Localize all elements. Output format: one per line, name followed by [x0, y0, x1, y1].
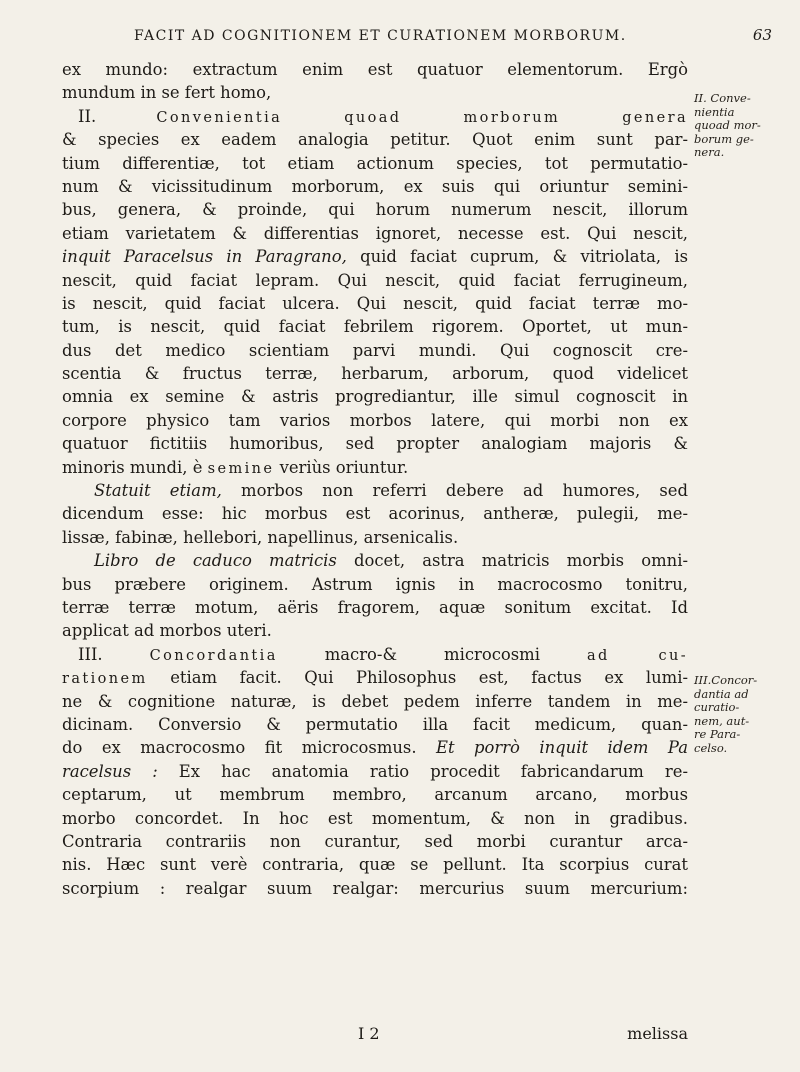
margin-note-line: II. Conve- — [694, 91, 751, 105]
text-line — [62, 736, 688, 759]
text-run: do ex macrocosmo fit microcosmus. — [62, 738, 437, 758]
text-run: macro-& microcosmi — [277, 644, 587, 664]
text-line: dus det medico scientiam parvi mundi. Qui cognoscit cre- — [62, 340, 688, 360]
text-run: III. — [78, 644, 103, 664]
text-run: minoris mundi, è — [62, 457, 208, 477]
text-line — [62, 666, 688, 689]
text-line — [62, 105, 688, 128]
text-line — [62, 549, 688, 572]
margin-note-line: nem, aut- — [694, 713, 750, 728]
text-run: veriùs oriuntur. — [274, 457, 409, 477]
text-run: semine — [207, 460, 275, 477]
text-run: Convenientia quoad morborum genera — [156, 109, 688, 126]
text-run: ad cu- — [586, 647, 689, 664]
running-title: FACIT AD COGNITIONEM ET CURATIONEM MORBORUM. — [134, 28, 627, 44]
margin-note-line: celso. — [694, 740, 728, 755]
text-run: Libro de caduco matricis — [94, 551, 337, 571]
text-line: bus præbere originem. Astrum ignis in macrocosmo tonitru, — [62, 574, 688, 594]
text-run: Statuit etiam, — [94, 481, 222, 501]
text-run: Et porrò inquit idem Pa — [436, 738, 688, 758]
text-line: ex mundo: extractum enim est quatuor elementorum. Ergò — [62, 60, 688, 79]
text-line: nescit, quid faciat lepram. Qui nescit, quid faciat ferrugineum, — [62, 270, 688, 290]
text-line: tum, is nescit, quid faciat febrilem rigorem. Oportet, ut mun- — [62, 317, 688, 337]
margin-note-convenientia — [694, 92, 794, 160]
text-line: omnia ex semine & astris progrediantur, ille simul cognoscit in — [62, 387, 688, 407]
text-run: docet, astra matricis morbis omni- — [336, 551, 688, 571]
margin-note-line: quoad mor- — [694, 118, 761, 132]
text-line: scentia & fructus terræ, herbarum, arborum, quod videlicet — [62, 364, 688, 384]
text-line: tium differentiæ, tot etiam actionum species, tot permutatio- — [62, 153, 688, 173]
text-run: inquit Paracelsus in Paragrano, — [62, 247, 347, 267]
text-run: Ex hac anatomia ratio procedit fabricandarum re- — [157, 761, 689, 781]
text-line — [62, 245, 688, 268]
text-line: & species ex eadem analogia petitur. Quot enim sunt par- — [62, 130, 688, 150]
text-run: rationem — [62, 671, 148, 688]
text-line: nis. Hæc sunt verè contraria, quæ se pellunt. Ita scorpius curat — [62, 855, 688, 875]
text-line: ceptarum, ut membrum membro, arcanum arcano, morbus — [62, 785, 688, 805]
margin-note-line: re Para- — [694, 727, 741, 741]
margin-note-line: dantia ad — [694, 686, 749, 701]
main-text — [62, 58, 688, 900]
catchword: melissa — [627, 1024, 688, 1043]
text-run: quid faciat cuprum, & vitriolata, is — [346, 247, 688, 267]
text-line: ne & cognitione naturæ, is debet pedem inferre tandem in me- — [62, 691, 688, 711]
text-line — [62, 479, 688, 502]
text-line: dicinam. Conversio & permutatio illa facit medicum, quan- — [62, 714, 688, 734]
text-line: is nescit, quid faciat ulcera. Qui nescit, quid faciat terræ mo- — [62, 293, 688, 313]
margin-note-line: III.Concor- — [694, 673, 758, 687]
text-line — [62, 643, 688, 666]
text-line: terræ terræ motum, aëris fragorem, aquæ sonitum excitat. Id — [62, 597, 688, 617]
text-line: bus, genera, & proinde, qui horum numerum nescit, illorum — [62, 200, 688, 220]
text-line: applicat ad morbos uteri. — [62, 621, 272, 641]
page-number: 63 — [752, 26, 772, 44]
signature-mark: I 2 — [358, 1024, 380, 1043]
text-line: lissæ, fabinæ, hellebori, napellinus, arsenicalis. — [62, 527, 459, 547]
margin-note-line: nientia — [694, 104, 735, 119]
text-run: II. — [78, 106, 97, 126]
text-line: etiam varietatem & differentias ignoret, necesse est. Qui nescit, — [62, 223, 688, 243]
text-line — [62, 760, 688, 783]
page-header — [52, 26, 772, 50]
text-run: etiam facit. Qui Philosophus est, factus ex lumi- — [147, 668, 688, 688]
margin-note-line: curatio- — [694, 700, 740, 714]
text-run: morbos non referri debere ad humores, sed — [221, 481, 688, 501]
text-line: morbo concordet. In hoc est momentum, & non in gradibus. — [62, 808, 688, 828]
text-line: scorpium : realgar suum realgar: mercurius suum mercurium: — [62, 878, 688, 898]
text-line: mundum in se fert homo, — [62, 83, 272, 103]
text-line: Contraria contrariis non curantur, sed morbi curantur arca- — [62, 831, 688, 851]
text-line: dicendum esse: hic morbus est acorinus, antheræ, pulegii, me- — [62, 504, 688, 524]
text-run: racelsus : — [62, 761, 158, 781]
text-run: Concordantia — [149, 647, 278, 664]
margin-note-line: borum ge- — [694, 131, 754, 146]
margin-note-line: nera. — [694, 145, 725, 159]
text-line: num & vicissitudinum morborum, ex suis qui oriuntur semini- — [62, 176, 688, 196]
page-footer — [62, 1024, 688, 1048]
margin-note-concordantia — [694, 674, 794, 755]
text-line: quatuor fictitiis humoribus, sed propter analogiam majoris & — [62, 434, 688, 454]
text-line: corpore physico tam varios morbos latere, qui morbi non ex — [62, 410, 688, 430]
text-line — [62, 456, 688, 479]
